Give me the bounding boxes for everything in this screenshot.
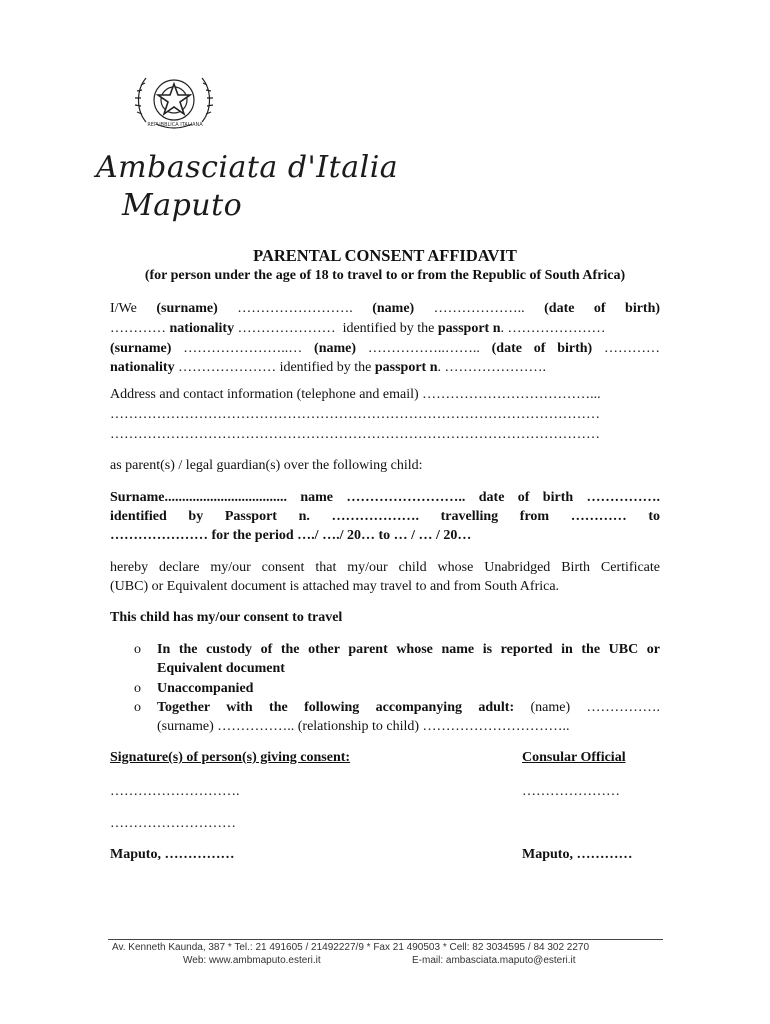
footer-divider: [108, 939, 663, 940]
child-name-field[interactable]: ……………………..: [346, 490, 466, 505]
child-line3: [110, 527, 660, 545]
option-custody[interactable]: [134, 641, 660, 659]
document-subtitle: (for person under the age of 18 to travel to or from the Republic of South Africa): [144, 268, 626, 283]
parent2-passport-label: passport n: [374, 360, 438, 375]
parent1-dob-label: (date of birth): [544, 301, 661, 316]
iwe-label: I/We: [110, 301, 137, 316]
parent2-dob-field[interactable]: …………: [604, 341, 660, 356]
child-from-field[interactable]: …………: [570, 509, 627, 524]
embassy-city: Maputo: [122, 188, 243, 223]
child-period-field[interactable]: for the period …./ …./ 20… to … / … / 20…: [211, 528, 472, 543]
parent1-nationality-label: nationality: [169, 321, 235, 336]
parent1-passport-label: passport n: [437, 321, 501, 336]
consent-heading: This child has my/our consent to travel: [110, 610, 343, 625]
place-date-right[interactable]: Maputo, …………: [522, 847, 633, 862]
parent2-nationality-label: nationality: [110, 360, 175, 375]
place-date-left[interactable]: Maputo, ……………: [110, 847, 235, 862]
parent1-name-field[interactable]: ………………..: [433, 301, 525, 316]
parent1-identified-text: identified by the: [342, 321, 435, 336]
parent1-surname-field[interactable]: …………………….: [237, 301, 353, 316]
child-name-label: name: [300, 490, 333, 505]
address-label: Address and contact information (telephone and email): [110, 387, 419, 402]
option-accompanied-text: Together with the following accompanying adult:: [157, 700, 515, 715]
child-line1: [110, 489, 660, 507]
child-identified-word: identified: [110, 509, 167, 524]
child-by-word: by: [188, 509, 204, 524]
address-field-1[interactable]: ………………………………...: [422, 387, 601, 402]
option-accompanied-checkbox[interactable]: o: [134, 700, 141, 715]
child-passport-word: Passport: [224, 509, 277, 524]
footer-web: Web: www.ambmaputo.esteri.it: [183, 955, 321, 966]
parent2-surname-label: (surname): [110, 341, 172, 356]
parent2-line1: [110, 340, 660, 358]
accompanying-adult-name-field[interactable]: (name) …………….: [530, 700, 660, 715]
parent1-surname-label: (surname): [156, 301, 218, 316]
parent2-passport-field[interactable]: . ………………….: [437, 360, 546, 375]
child-dob-field[interactable]: …………….: [586, 490, 661, 505]
option-custody-line2: Equivalent document: [157, 661, 285, 676]
footer-email: E-mail: ambasciata.maputo@esteri.it: [412, 955, 576, 966]
document-title: PARENTAL CONSENT AFFIDAVIT: [253, 246, 517, 265]
accompanying-adult-surname-field[interactable]: (surname) …………….. (relationship to child) …………………………..: [157, 719, 570, 734]
option-unaccompanied-text: Unaccompanied: [157, 681, 254, 696]
child-dob-label: date of birth: [478, 490, 574, 505]
signature-heading: Signature(s) of person(s) giving consent:: [110, 750, 351, 765]
declaration-line2: (UBC) or Equivalent document is attached may travel to and from South Africa.: [110, 579, 560, 594]
parent2-name-field[interactable]: ……………..……..: [367, 341, 480, 356]
guardian-text: as parent(s) / legal guardian(s) over the following child:: [110, 458, 423, 473]
option-unaccompanied[interactable]: [134, 680, 660, 698]
parent2-name-label: (name): [314, 341, 357, 356]
parent2-nationality-field[interactable]: …………………: [178, 360, 277, 375]
parent1-nationality-field[interactable]: …………………: [237, 321, 336, 336]
option-accompanied[interactable]: [134, 699, 660, 717]
child-to-field[interactable]: …………………: [110, 528, 208, 543]
option-unaccompanied-checkbox[interactable]: o: [134, 681, 141, 696]
address-line: [110, 386, 660, 404]
option-custody-text: In the custody of the other parent whose name is reported in the UBC or: [157, 642, 660, 657]
declaration-line1: hereby declare my/our consent that my/our child whose Unabridged Birth Certificate: [110, 560, 660, 575]
child-passport-field[interactable]: ……………….: [331, 509, 419, 524]
parent2-line2: [110, 359, 660, 377]
parent1-dob-field[interactable]: …………: [110, 321, 166, 336]
parent1-line1: [110, 300, 660, 318]
address-field-2[interactable]: ……………………………………………………………………………………………: [110, 407, 600, 422]
child-from-word: from: [519, 509, 550, 524]
signature-field-1[interactable]: ……………………….: [110, 784, 240, 799]
child-surname-label: Surname: [110, 490, 165, 505]
embassy-name: Ambasciata d'Italia: [96, 150, 399, 185]
parent1-name-label: (name): [372, 301, 415, 316]
consular-official-heading: Consular Official: [522, 750, 626, 765]
signature-field-2[interactable]: ………………………: [110, 816, 236, 831]
child-surname-field[interactable]: ...................................: [164, 490, 287, 505]
child-n-word: n.: [298, 509, 310, 524]
emblem-ribbon-text: REPUBBLICA ITALIANA: [147, 122, 203, 128]
child-travelling-word: travelling: [440, 509, 499, 524]
child-to-word: to: [648, 509, 661, 524]
child-line2: [110, 508, 660, 526]
parent1-line2: [110, 320, 660, 338]
consular-signature-field[interactable]: …………………: [522, 784, 620, 799]
parent2-identified-text: identified by the: [279, 360, 372, 375]
option-custody-checkbox[interactable]: o: [134, 642, 141, 657]
parent1-passport-field[interactable]: . …………………: [500, 321, 606, 336]
parent2-surname-field[interactable]: …………………..…: [183, 341, 303, 356]
parent2-dob-label: (date of birth): [491, 341, 593, 356]
footer-address: Av. Kenneth Kaunda, 387 * Tel.: 21 491605 / 21492227/9 * Fax 21 490503 * Cell: 82 3034595 / 84 302 2270: [112, 942, 590, 953]
address-field-3[interactable]: ……………………………………………………………………………………………: [110, 427, 600, 442]
